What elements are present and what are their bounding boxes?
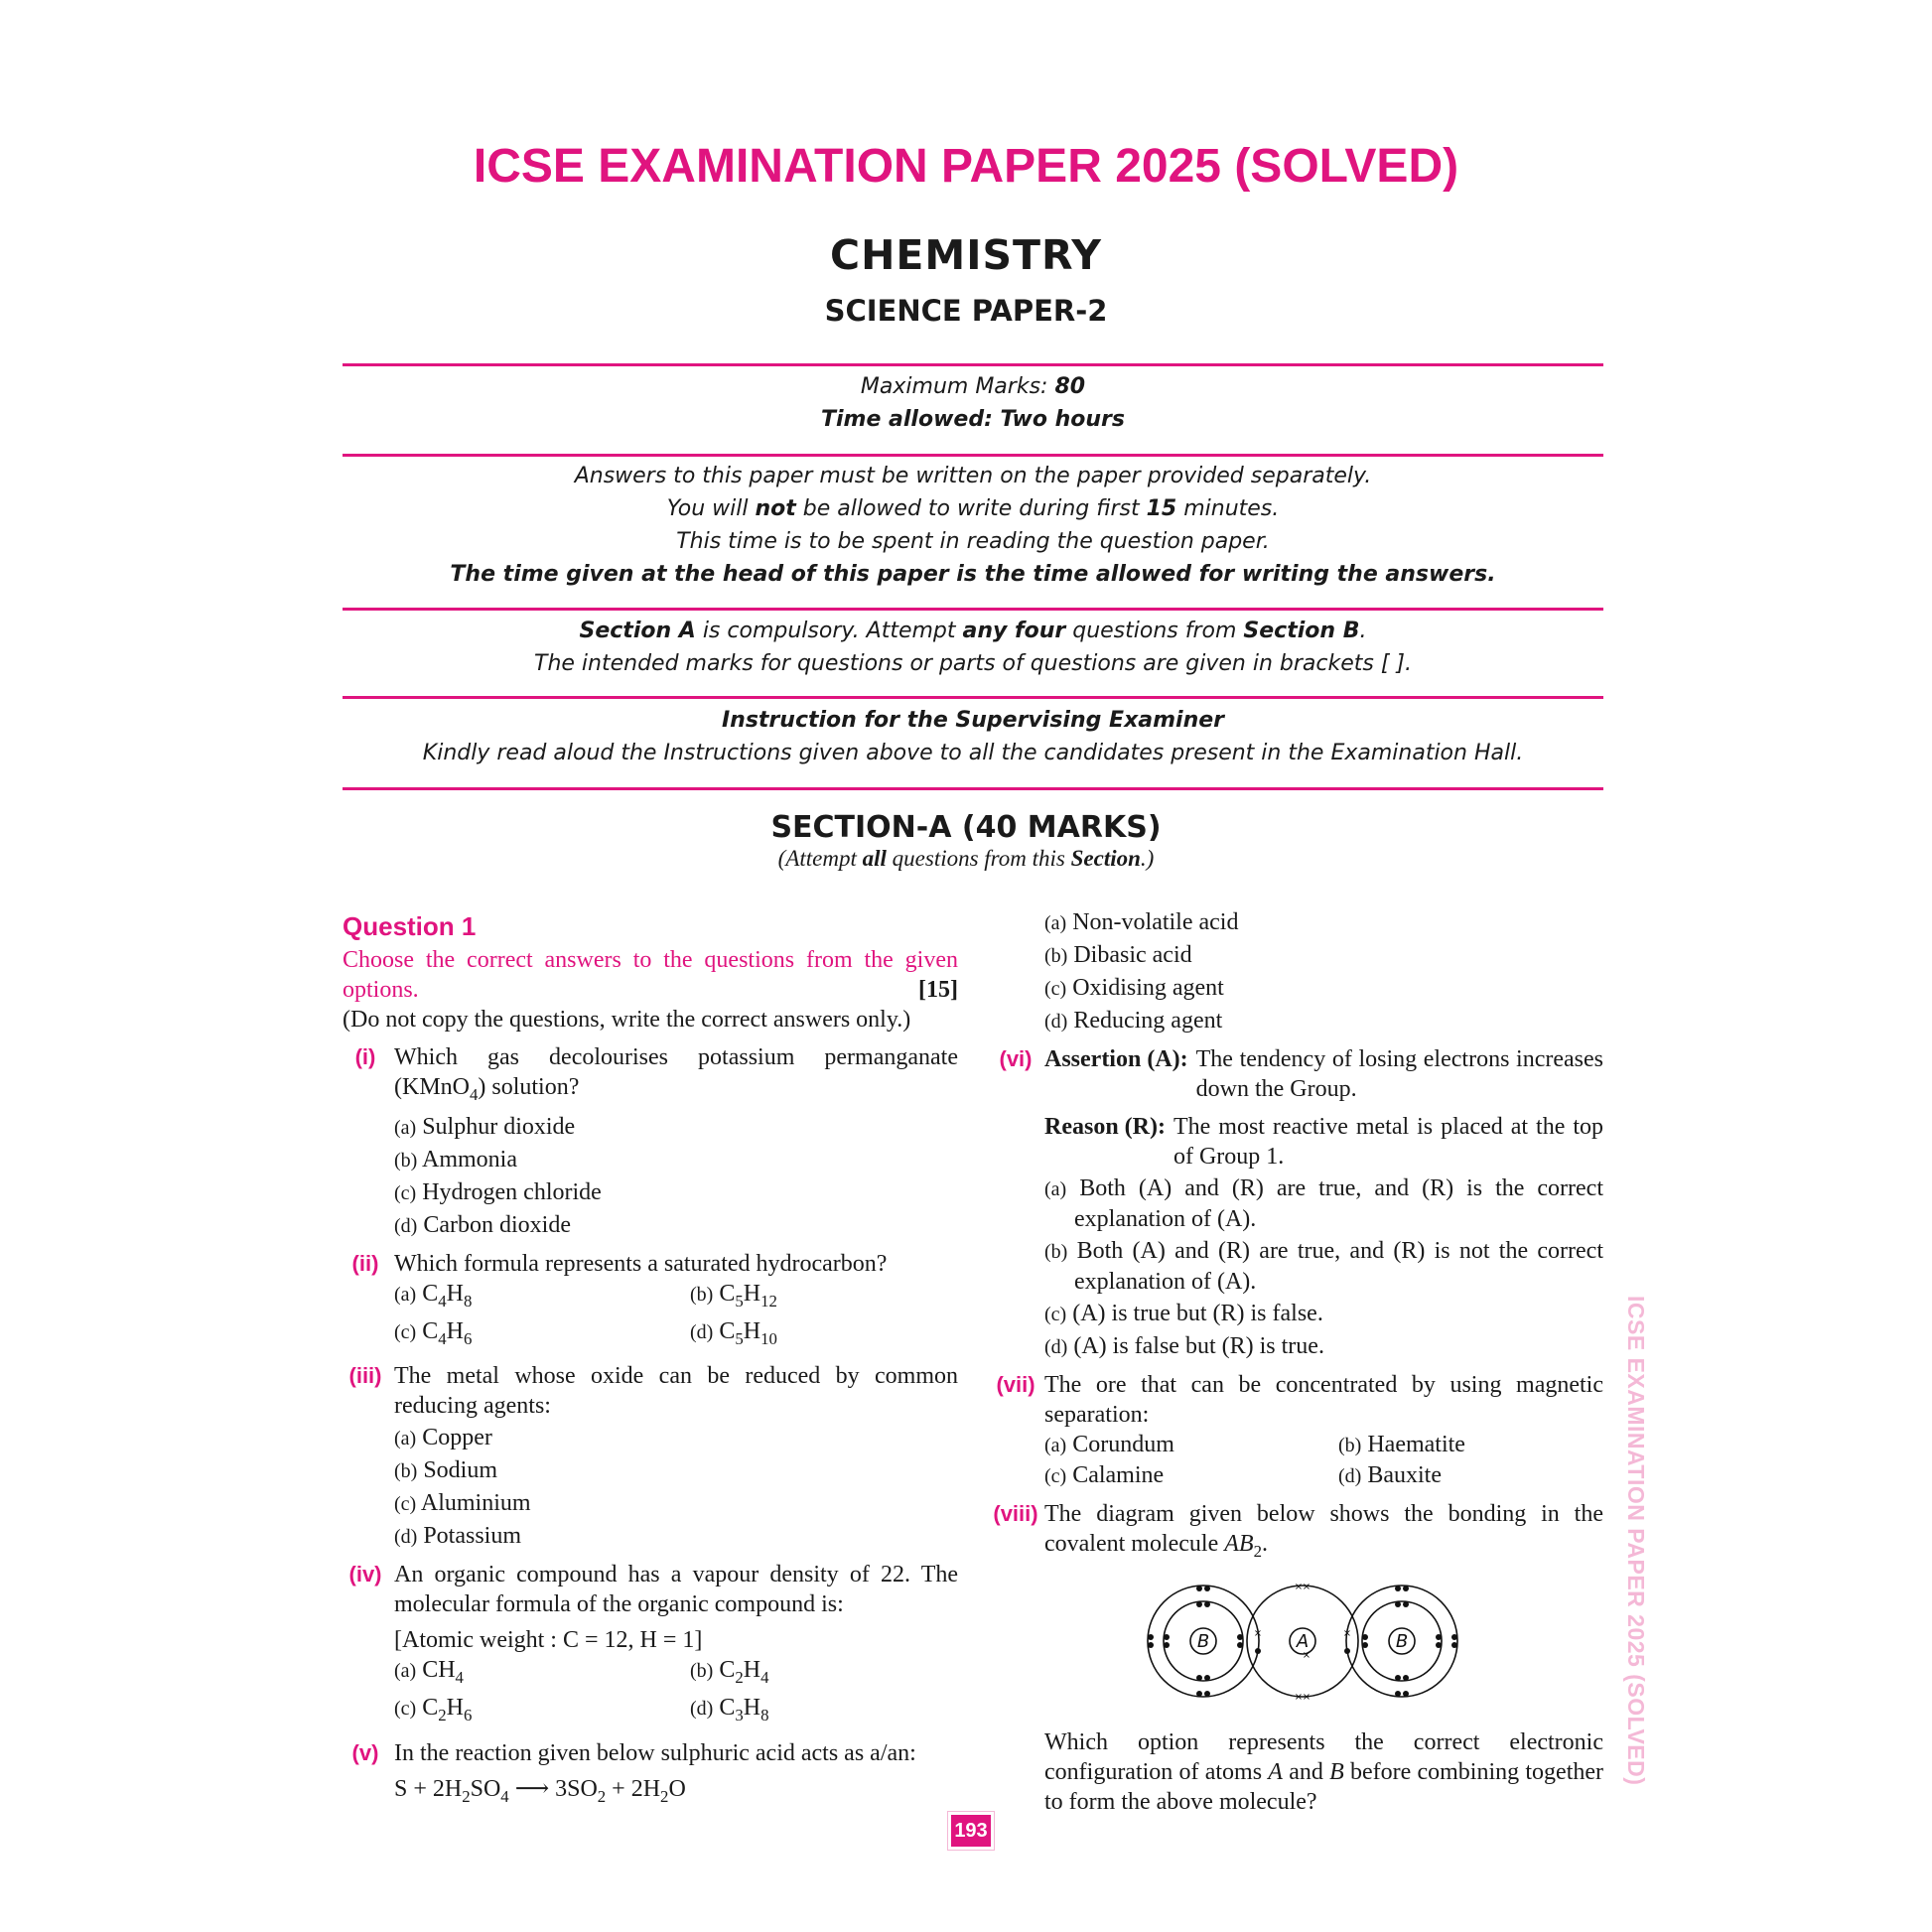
answers-instructions: Answers to this paper must be written on the paper provided separately. You will not be allowed to write during first 15 minutes. This time is to be spent in reading the question paper. The time given at the head of this paper is the time allowed for writing the answers.: [450, 464, 1496, 587]
question-iii: (iii) The metal whose oxide can be reduced by common reducing agents: (a) Copper (b) Sodium (c) Aluminium (d) Potassium: [348, 1363, 958, 1550]
svg-text:×: ×: [1302, 1649, 1311, 1661]
marks-block: Maximum Marks: 80 Time allowed: Two hours: [820, 374, 1125, 432]
reaction-equation: $S + 2H_2SO_4$ ⟶ $3SO_2 + 2H_2O$: [394, 1775, 686, 1806]
subject-title: CHEMISTRY: [830, 231, 1102, 279]
page-number: 193: [951, 1815, 991, 1847]
divider: [343, 363, 1603, 366]
divider: [343, 787, 1603, 790]
svg-text:×: ×: [1294, 1691, 1304, 1703]
svg-text:×: ×: [1302, 1581, 1311, 1592]
atom-a-label: A: [1296, 1630, 1310, 1652]
marks: [15]: [918, 977, 958, 1003]
question-heading: Question 1: [343, 911, 477, 941]
section-a-note: (Attempt all questions from this Section.): [777, 846, 1155, 871]
divider: [343, 454, 1603, 457]
question-note: (Do not copy the questions, write the correct answers only.): [343, 1007, 911, 1033]
side-label: ICSE EXAMINATION PAPER 2025 (SOLVED): [1623, 1296, 1649, 1786]
divider: [343, 608, 1603, 611]
atom-b-left-label: B: [1196, 1630, 1210, 1652]
question-ii: (ii) Which formula represents a saturated hydrocarbon? (a) $C_4H_8$ (b) $C_5H_{12}$ (c) $C_4H_6$ (d) $C_5H_{10}$: [351, 1250, 888, 1348]
question-viii: (viii) The diagram given below shows the bonding in the covalent molecule $AB_2$. × × × × × × × B A B Which option represents the correct electronic configuration of atoms A and B before combining together to form the above molecule?: [993, 1501, 1604, 1815]
right-column: [993, 905, 1603, 1817]
question-vii: (vii) The ore that can be concentrated by using magnetic separation: (a) Corundum (b) Haematite (c) Calamine (d) Bauxite: [996, 1372, 1603, 1488]
question-v: (v) In the reaction given below sulphuric acid acts as a/an: $S + 2H_2SO_4$ ⟶ $3SO_2 + 2H_2O$: [343, 1738, 958, 1812]
question-i: (i) Which gas decolourises potassium permanganate (KMnO$_4$) solution? (a) Sulphur dioxide (b) Ammonia (c) Hydrogen chloride (d) Carbon dioxide: [354, 1044, 958, 1238]
question-instruction: Choose the correct answers to the questions from the given options. [15]: [343, 947, 958, 1003]
svg-text:×: ×: [1294, 1581, 1304, 1592]
main-title: ICSE EXAMINATION PAPER 2025 (SOLVED): [473, 140, 1459, 193]
section-instructions: Section A is compulsory. Attempt any four questions from Section B. The intended marks for questions or parts of questions are given in brackets [ ].: [534, 619, 1412, 676]
question-vi: (vi) Assertion (A): The tendency of losing electrons increases down the Group. Reason (R): The most reactive metal is placed at the top of Group 1. (a) Both (A) and (R) are true, and (R) is the correct explanation of (A). (b) Both (A) and (R) are true, and (R) is not the correct explanation of (A). (c) (A) is true but (R) is false. (d) (A) is false but (R) is true.: [999, 1046, 1604, 1359]
left-column: [343, 911, 958, 1812]
question-v-options: (a) Non-volatile acid (b) Dibasic acid (c) Oxidising agent (d) Reducing agent: [1044, 909, 1239, 1034]
svg-text:×: ×: [1253, 1627, 1263, 1639]
paper-title: SCIENCE PAPER-2: [824, 294, 1108, 328]
ab2-bonding-diagram: [1134, 1577, 1471, 1706]
divider: [343, 696, 1603, 699]
supervisor-instructions: Instruction for the Supervising Examiner Kindly read aloud the Instructions given above to all the candidates present in the Examination Hall.: [422, 708, 1524, 765]
question-iv: (iv) An organic compound has a vapour density of 22. The molecular formula of the organic compound is: [Atomic weight : C = 12, H = 1] (a) $CH_4$ (b) $C_2H_4$ (c) $C_2H_6$ (d) $C_3H_8$: [348, 1562, 958, 1725]
svg-text:×: ×: [1342, 1627, 1352, 1639]
atom-b-right-label: B: [1395, 1630, 1409, 1652]
section-a-title: SECTION-A (40 MARKS): [770, 810, 1162, 845]
svg-text:×: ×: [1302, 1691, 1311, 1703]
